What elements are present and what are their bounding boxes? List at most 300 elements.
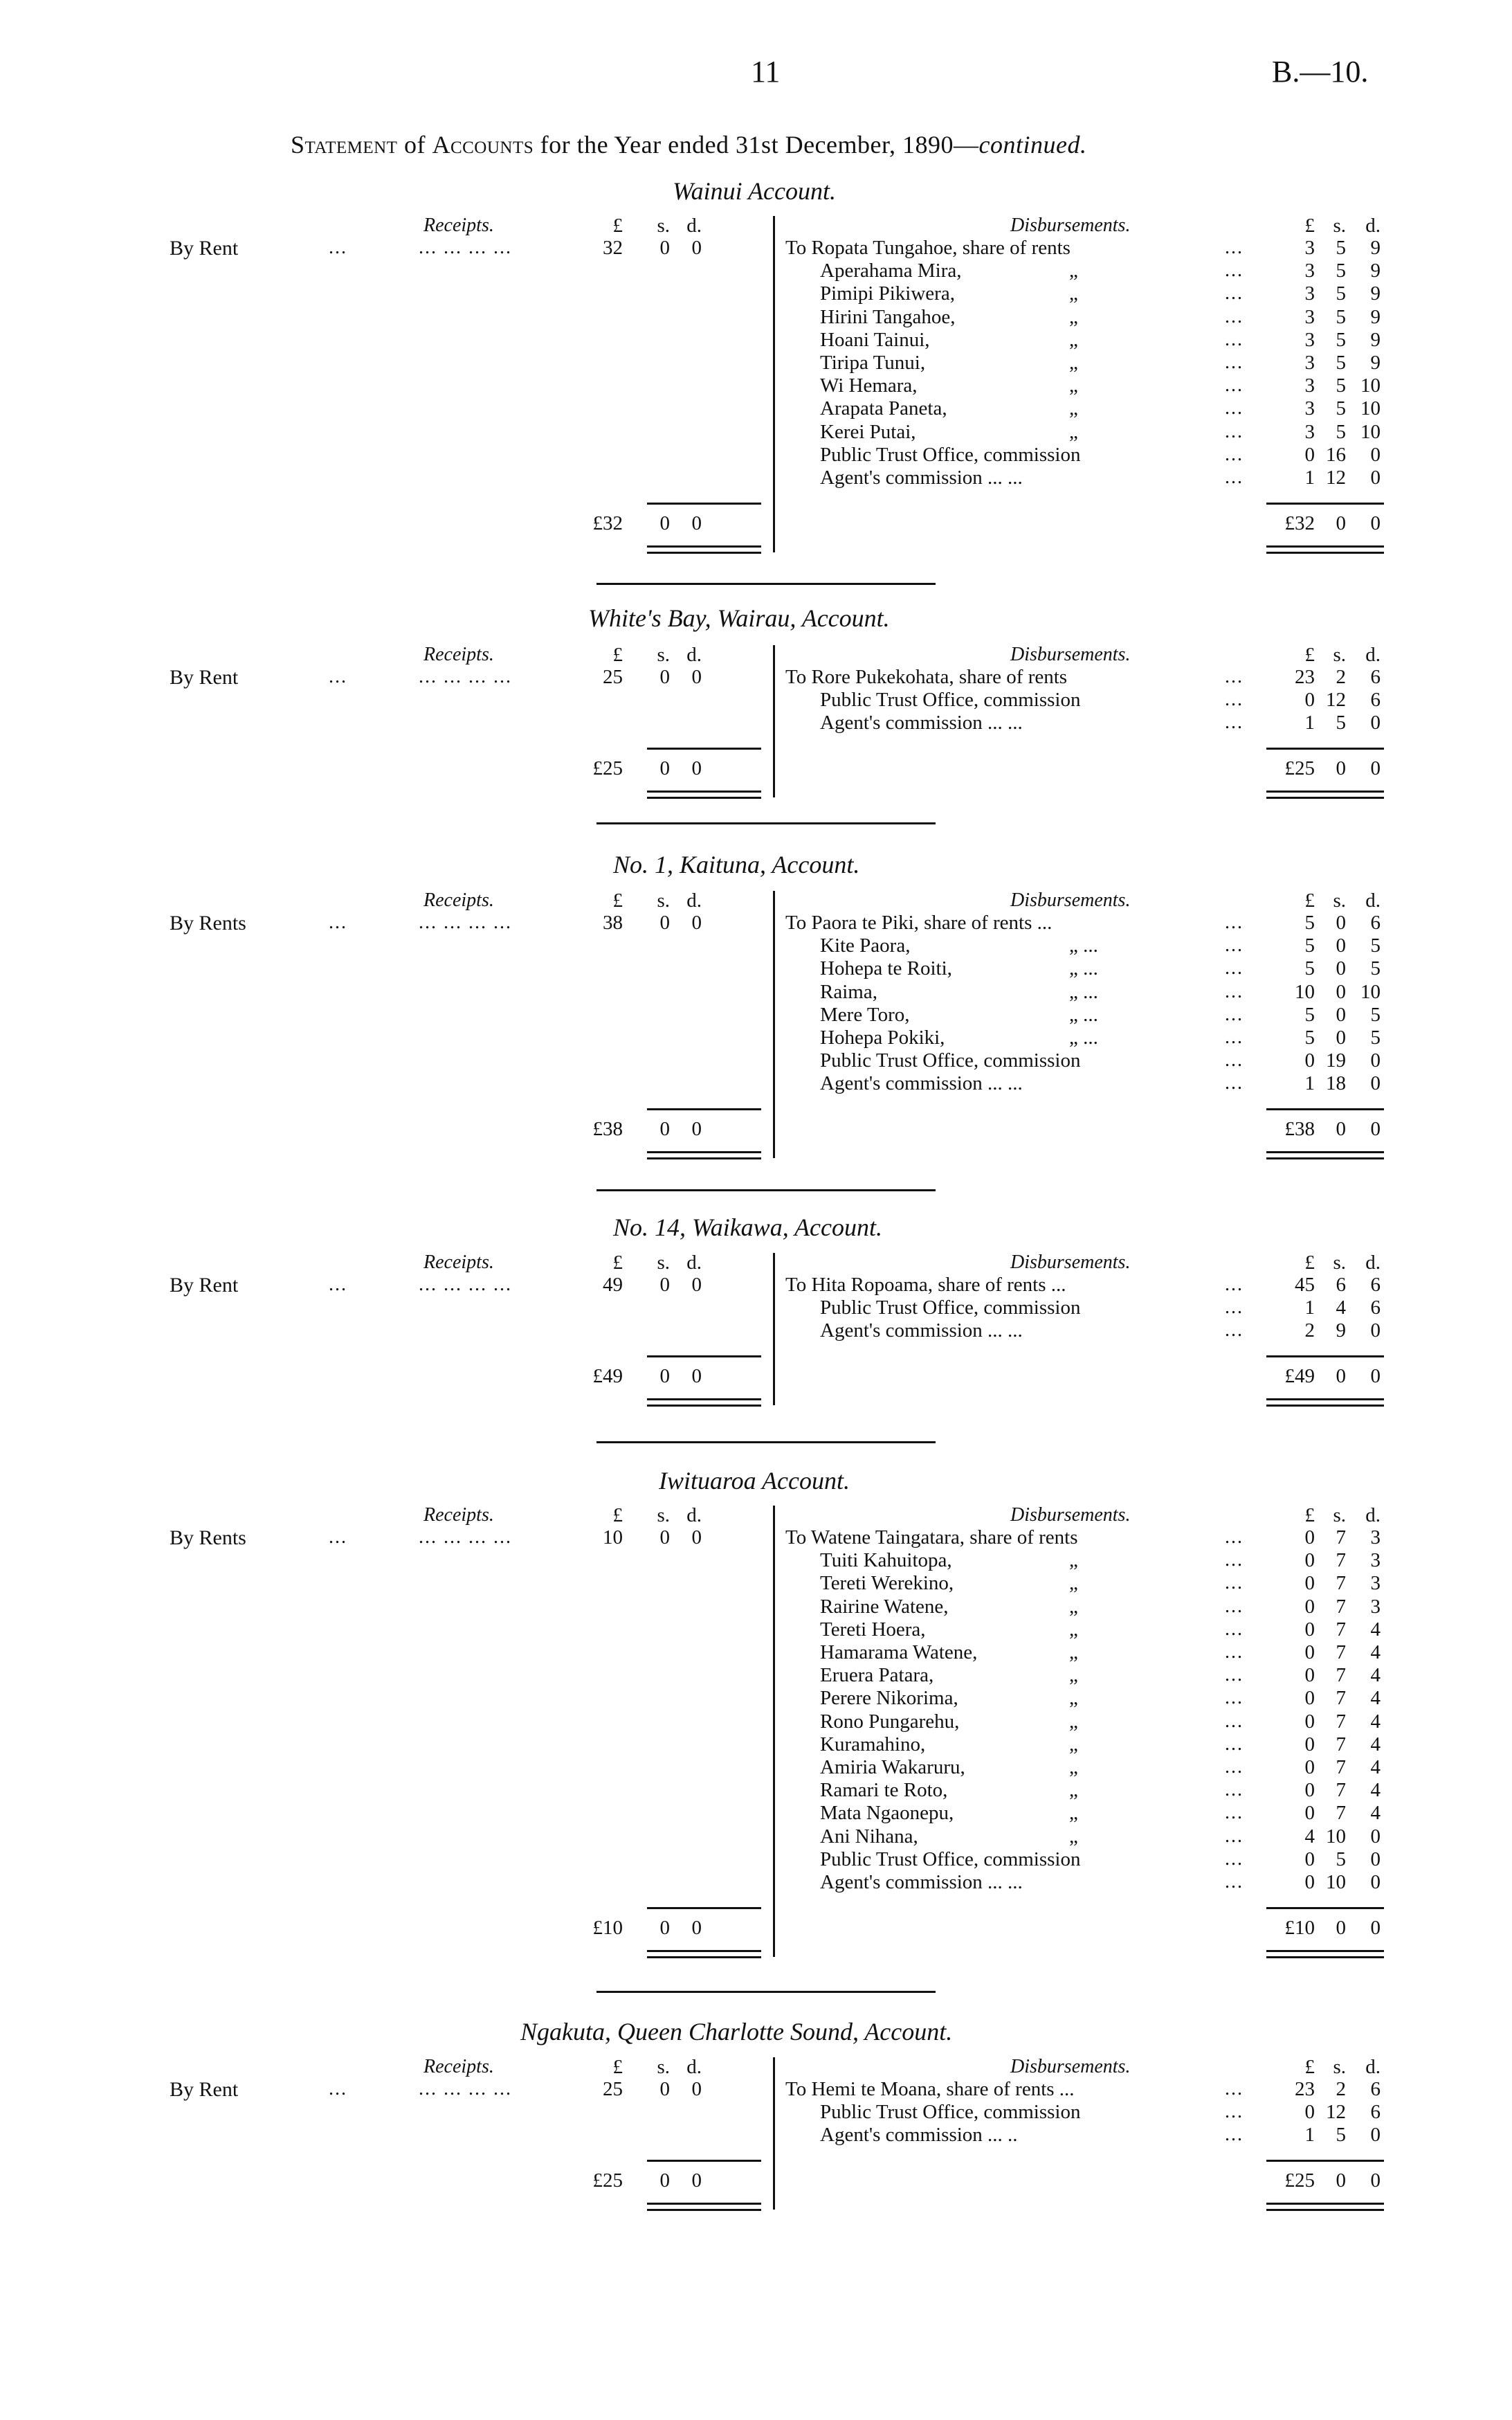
account-1-receipts-sum-rule xyxy=(647,503,761,505)
account-3-row-8-shillings: 18 xyxy=(1326,1072,1346,1095)
account-1-row-9-leader: ... xyxy=(1225,420,1244,442)
account-6-disbursements-total-pounds: £25 xyxy=(1284,2169,1315,2192)
account-6-title: Ngakuta, Queen Charlotte Sound, Account. xyxy=(520,2018,953,2046)
account-1-row-8-ditto: „ xyxy=(1069,397,1078,420)
account-5-row-13-shillings: 7 xyxy=(1336,1802,1346,1825)
account-4-receipt-shillings: 0 xyxy=(659,1274,670,1296)
title-statement-word: Statement xyxy=(291,131,398,159)
account-5-row-13-leader: ... xyxy=(1225,1802,1244,1824)
account-5-row-3-leader: ... xyxy=(1225,1572,1244,1594)
account-3-receipt-shillings: 0 xyxy=(659,912,670,934)
account-5-row-12-name: Ramari te Roto, xyxy=(820,1779,948,1802)
account-5-row-6-ditto: „ xyxy=(1069,1641,1078,1663)
account-3-row-3-ditto: „ ... xyxy=(1069,957,1098,980)
account-1-receipts-pence-heading: d. xyxy=(686,215,702,237)
account-5-receipt-shillings: 0 xyxy=(659,1526,670,1548)
account-5-row-2-shillings: 7 xyxy=(1336,1549,1346,1572)
account-3-receipts-pounds-heading: £ xyxy=(612,890,623,912)
account-1-disbursements-sum-rule xyxy=(1266,503,1384,505)
account-3-column-divider xyxy=(773,891,775,1158)
account-6-by-leader-short: ... xyxy=(329,2078,347,2100)
account-6-disbursements-double-rule-2 xyxy=(1266,2209,1384,2211)
account-5-row-2-ditto: „ xyxy=(1069,1549,1078,1572)
account-1-row-5-pence: 9 xyxy=(1370,328,1381,351)
account-5-row-1-leader: ... xyxy=(1225,1526,1244,1548)
account-1-row-8-name: Arapata Paneta, xyxy=(820,397,947,420)
account-3-row-7-name: Public Trust Office, commission xyxy=(820,1049,1081,1072)
account-3-row-3-shillings: 0 xyxy=(1336,957,1346,980)
account-5-row-3-pounds: 0 xyxy=(1304,1572,1315,1595)
account-1-row-6-leader: ... xyxy=(1225,352,1244,373)
account-5-row-14-leader: ... xyxy=(1225,1825,1244,1847)
account-4-receipts-shillings-heading: s. xyxy=(657,1252,670,1274)
account-5-receipt-pence: 0 xyxy=(691,1526,702,1548)
account-2-row-1-shillings: 2 xyxy=(1336,666,1346,688)
account-5-row-12-leader: ... xyxy=(1225,1779,1244,1801)
account-6-by-label: By Rent xyxy=(170,2078,239,2101)
section-separator-1 xyxy=(596,583,936,585)
account-5-disbursements-total-pence: 0 xyxy=(1370,1917,1381,1939)
account-5-row-5-shillings: 7 xyxy=(1336,1618,1346,1641)
account-1-receipts-total-shillings: 0 xyxy=(659,512,670,534)
account-1-row-1-shillings: 5 xyxy=(1336,237,1346,259)
account-5-row-14-name: Ani Nihana, xyxy=(820,1825,918,1848)
account-5-row-4-ditto: „ xyxy=(1069,1595,1078,1618)
account-5-disbursements-double-rule-1 xyxy=(1266,1950,1384,1952)
account-3-row-1-pence: 6 xyxy=(1370,912,1381,934)
account-3-row-2-ditto: „ ... xyxy=(1069,934,1098,957)
account-5-row-16-pounds: 0 xyxy=(1304,1871,1315,1893)
account-4-receipts-total-shillings: 0 xyxy=(659,1365,670,1388)
account-1-by-leader-short: ... xyxy=(329,237,347,258)
account-3-receipts-shillings-heading: s. xyxy=(657,890,670,912)
account-6-disbursements-total-pence: 0 xyxy=(1370,2169,1381,2192)
account-1-receipts-label: Receipts. xyxy=(423,215,494,236)
account-5-receipts-label: Receipts. xyxy=(423,1504,494,1526)
account-4-disbursements-pence-heading: d. xyxy=(1365,1252,1381,1274)
account-3-row-8-leader: ... xyxy=(1225,1072,1244,1094)
account-4-row-2-shillings: 4 xyxy=(1336,1297,1346,1319)
account-6-disbursements-total-shillings: 0 xyxy=(1336,2169,1346,2192)
account-2-receipts-total-pounds: £25 xyxy=(592,757,623,780)
account-5-row-14-pounds: 4 xyxy=(1304,1825,1315,1848)
account-5-receipts-double-rule-2 xyxy=(647,1956,761,1958)
account-6-receipts-total-pounds: £25 xyxy=(592,2169,623,2192)
account-3-row-2-name: Kite Paora, xyxy=(820,934,911,957)
account-4-row-1-shillings: 6 xyxy=(1336,1274,1346,1296)
account-2-receipts-double-rule-1 xyxy=(647,791,761,793)
account-5-column-divider xyxy=(773,1506,775,1957)
account-3-disbursements-total-pence: 0 xyxy=(1370,1118,1381,1141)
account-1-row-3-leader: ... xyxy=(1225,282,1244,305)
account-5-row-10-pence: 4 xyxy=(1370,1733,1381,1755)
account-4-disbursements-double-rule-1 xyxy=(1266,1398,1384,1400)
account-5-row-8-pounds: 0 xyxy=(1304,1687,1315,1710)
account-3-row-1-name: To Paora te Piki, share of rents ... xyxy=(785,912,1053,934)
account-4-receipts-label: Receipts. xyxy=(423,1252,494,1273)
account-1-disbursements-label: Disbursements. xyxy=(1010,215,1131,236)
account-5-row-9-ditto: „ xyxy=(1069,1710,1078,1733)
account-3-row-3-leader: ... xyxy=(1225,957,1244,979)
account-5-row-6-name: Hamarama Watene, xyxy=(820,1641,978,1663)
account-2-receipt-shillings: 0 xyxy=(659,666,670,688)
account-2-disbursements-pounds-heading: £ xyxy=(1304,644,1315,666)
account-4-title: No. 14, Waikawa, Account. xyxy=(613,1213,882,1241)
account-6-by-leader-long: ... ... ... ... xyxy=(419,2078,512,2100)
account-5-disbursements-total-pounds: £10 xyxy=(1284,1917,1315,1939)
account-3-row-4-name: Raima, xyxy=(820,980,877,1003)
account-1-receipt-pence: 0 xyxy=(691,237,702,259)
account-1-row-5-name: Hoani Tainui, xyxy=(820,328,930,351)
account-3-row-5-leader: ... xyxy=(1225,1003,1244,1025)
section-separator-3 xyxy=(596,1189,936,1191)
title-accounts-word: Accounts xyxy=(432,131,534,159)
account-2-disbursements-double-rule-1 xyxy=(1266,791,1384,793)
account-6-receipts-total-pence: 0 xyxy=(691,2169,702,2192)
account-6-disbursements-sum-rule xyxy=(1266,2160,1384,2162)
account-1-row-10-pounds: 0 xyxy=(1304,443,1315,466)
account-4-row-2-leader: ... xyxy=(1225,1297,1244,1319)
account-6-receipts-double-rule-1 xyxy=(647,2203,761,2205)
account-3-row-3-pounds: 5 xyxy=(1304,957,1315,980)
account-5-row-9-pounds: 0 xyxy=(1304,1710,1315,1733)
account-3-row-1-pounds: 5 xyxy=(1304,912,1315,934)
account-3-by-leader-short: ... xyxy=(329,912,347,933)
account-1-row-11-shillings: 12 xyxy=(1326,467,1346,489)
account-5-row-6-shillings: 7 xyxy=(1336,1641,1346,1663)
account-1-row-11-leader: ... xyxy=(1225,467,1244,488)
account-1-row-5-shillings: 5 xyxy=(1336,328,1346,351)
account-5-row-14-ditto: „ xyxy=(1069,1825,1078,1848)
account-5-row-12-shillings: 7 xyxy=(1336,1779,1346,1802)
account-4-row-1-leader: ... xyxy=(1225,1274,1244,1295)
account-2-disbursements-total-shillings: 0 xyxy=(1336,757,1346,780)
account-5-row-15-name: Public Trust Office, commission xyxy=(820,1848,1081,1870)
account-2-receipts-double-rule-2 xyxy=(647,797,761,799)
account-3-disbursements-shillings-heading: s. xyxy=(1333,890,1346,912)
account-2-row-2-leader: ... xyxy=(1225,689,1244,711)
account-6-receipt-shillings: 0 xyxy=(659,2078,670,2100)
account-1-row-7-shillings: 5 xyxy=(1336,374,1346,397)
account-5-row-7-name: Eruera Patara, xyxy=(820,1664,934,1687)
account-5-row-4-name: Rairine Watene, xyxy=(820,1595,949,1618)
account-3-row-8-name: Agent's commission ... ... xyxy=(820,1072,1023,1095)
account-4-receipts-double-rule-1 xyxy=(647,1398,761,1400)
account-6-receipts-label: Receipts. xyxy=(423,2056,494,2077)
account-6-receipts-pounds-heading: £ xyxy=(612,2056,623,2078)
account-1-row-5-ditto: „ xyxy=(1069,328,1078,351)
account-5-row-6-pounds: 0 xyxy=(1304,1641,1315,1663)
account-4-disbursements-label: Disbursements. xyxy=(1010,1252,1131,1273)
account-3-row-5-pence: 5 xyxy=(1370,1003,1381,1026)
account-4-disbursements-total-pence: 0 xyxy=(1370,1365,1381,1388)
account-2-row-2-pence: 6 xyxy=(1370,689,1381,712)
account-2-row-3-name: Agent's commission ... ... xyxy=(820,712,1023,734)
account-5-row-3-pence: 3 xyxy=(1370,1572,1381,1595)
account-6-receipt-pence: 0 xyxy=(691,2078,702,2100)
account-1-row-4-shillings: 5 xyxy=(1336,305,1346,328)
account-2-title: White's Bay, Wairau, Account. xyxy=(588,604,890,632)
account-6-row-3-pence: 0 xyxy=(1370,2124,1381,2147)
account-1-row-10-pence: 0 xyxy=(1370,443,1381,466)
account-5-row-7-ditto: „ xyxy=(1069,1664,1078,1687)
account-6-row-2-name: Public Trust Office, commission xyxy=(820,2101,1081,2124)
account-6-receipts-total-shillings: 0 xyxy=(659,2169,670,2192)
account-1-receipt-pounds: 32 xyxy=(603,237,623,259)
account-3-row-2-shillings: 0 xyxy=(1336,934,1346,957)
account-1-row-9-shillings: 5 xyxy=(1336,420,1346,443)
account-3-receipts-double-rule-1 xyxy=(647,1151,761,1153)
account-5-row-9-leader: ... xyxy=(1225,1710,1244,1732)
account-1-row-11-pence: 0 xyxy=(1370,467,1381,489)
account-3-row-1-leader: ... xyxy=(1225,912,1244,933)
account-6-disbursements-pounds-heading: £ xyxy=(1304,2056,1315,2078)
account-3-by-label: By Rents xyxy=(170,912,246,934)
account-5-row-7-leader: ... xyxy=(1225,1664,1244,1686)
account-4-column-divider xyxy=(773,1253,775,1405)
account-6-row-2-shillings: 12 xyxy=(1326,2101,1346,2124)
account-5-receipts-shillings-heading: s. xyxy=(657,1504,670,1526)
account-1-row-2-name: Aperahama Mira, xyxy=(820,260,962,282)
account-1-row-6-ditto: „ xyxy=(1069,352,1078,374)
account-6-row-1-pounds: 23 xyxy=(1295,2078,1315,2100)
account-1-disbursements-double-rule-1 xyxy=(1266,545,1384,548)
account-1-receipts-total-pence: 0 xyxy=(691,512,702,534)
account-1-row-7-ditto: „ xyxy=(1069,374,1078,397)
account-3-disbursements-total-pounds: £38 xyxy=(1284,1118,1315,1141)
account-3-row-4-pence: 10 xyxy=(1360,980,1381,1003)
account-1-disbursements-total-pence: 0 xyxy=(1370,512,1381,534)
account-4-by-leader-short: ... xyxy=(329,1274,347,1295)
account-1-row-9-pence: 10 xyxy=(1360,420,1381,443)
account-3-row-4-ditto: „ ... xyxy=(1069,980,1098,1003)
account-3-row-6-pence: 5 xyxy=(1370,1027,1381,1049)
account-5-row-1-pence: 3 xyxy=(1370,1526,1381,1548)
account-1-row-7-pounds: 3 xyxy=(1304,374,1315,397)
account-4-receipts-sum-rule xyxy=(647,1355,761,1357)
account-4-by-label: By Rent xyxy=(170,1274,239,1297)
account-4-row-2-pence: 6 xyxy=(1370,1297,1381,1319)
account-5-row-1-shillings: 7 xyxy=(1336,1526,1346,1548)
account-5-row-5-ditto: „ xyxy=(1069,1618,1078,1641)
account-1-row-2-leader: ... xyxy=(1225,260,1244,282)
account-5-row-2-name: Tuiti Kahuitopa, xyxy=(820,1549,952,1572)
account-2-row-2-pounds: 0 xyxy=(1304,689,1315,712)
account-1-row-9-pounds: 3 xyxy=(1304,420,1315,443)
account-2-disbursements-sum-rule xyxy=(1266,748,1384,750)
account-5-row-5-name: Tereti Hoera, xyxy=(820,1618,926,1641)
account-1-row-1-pounds: 3 xyxy=(1304,237,1315,259)
account-5-row-11-shillings: 7 xyxy=(1336,1756,1346,1778)
account-4-disbursements-total-pounds: £49 xyxy=(1284,1365,1315,1388)
account-6-row-1-name: To Hemi te Moana, share of rents ... xyxy=(785,2078,1075,2100)
account-5-row-12-pounds: 0 xyxy=(1304,1779,1315,1802)
account-5-disbursements-pounds-heading: £ xyxy=(1304,1504,1315,1526)
account-5-receipts-total-pence: 0 xyxy=(691,1917,702,1939)
account-6-row-2-pounds: 0 xyxy=(1304,2101,1315,2124)
account-3-receipts-pence-heading: d. xyxy=(686,890,702,912)
account-6-receipts-sum-rule xyxy=(647,2160,761,2162)
account-4-row-3-leader: ... xyxy=(1225,1319,1244,1342)
title-continued: continued. xyxy=(978,131,1087,159)
account-2-row-1-pounds: 23 xyxy=(1295,666,1315,688)
account-5-row-11-pounds: 0 xyxy=(1304,1756,1315,1778)
account-6-row-3-leader: ... xyxy=(1225,2124,1244,2146)
account-3-row-7-shillings: 19 xyxy=(1326,1049,1346,1072)
account-5-disbursements-label: Disbursements. xyxy=(1010,1504,1131,1526)
account-4-row-1-pence: 6 xyxy=(1370,1274,1381,1296)
title-of-word: of xyxy=(403,131,426,159)
account-1-disbursements-pence-heading: d. xyxy=(1365,215,1381,237)
account-4-receipts-double-rule-2 xyxy=(647,1405,761,1407)
account-1-row-6-name: Tiripa Tunui, xyxy=(820,352,926,374)
account-1-row-6-shillings: 5 xyxy=(1336,352,1346,374)
account-5-row-16-name: Agent's commission ... ... xyxy=(820,1871,1023,1893)
account-5-row-5-pence: 4 xyxy=(1370,1618,1381,1641)
account-2-row-3-pounds: 1 xyxy=(1304,712,1315,734)
account-1-row-11-pounds: 1 xyxy=(1304,467,1315,489)
account-3-row-5-shillings: 0 xyxy=(1336,1003,1346,1026)
account-1-row-4-leader: ... xyxy=(1225,305,1244,327)
account-3-row-7-pence: 0 xyxy=(1370,1049,1381,1072)
account-2-by-leader-long: ... ... ... ... xyxy=(419,666,512,687)
account-5-row-14-shillings: 10 xyxy=(1326,1825,1346,1848)
account-3-receipts-total-pence: 0 xyxy=(691,1118,702,1141)
account-2-receipts-pence-heading: d. xyxy=(686,644,702,666)
account-5-row-8-leader: ... xyxy=(1225,1687,1244,1709)
account-5-title: Iwituaroa Account. xyxy=(659,1467,850,1495)
account-1-row-3-name: Pimipi Pikiwera, xyxy=(820,282,955,305)
account-5-row-11-pence: 4 xyxy=(1370,1756,1381,1778)
account-1-receipts-shillings-heading: s. xyxy=(657,215,670,237)
account-5-row-13-ditto: „ xyxy=(1069,1802,1078,1825)
account-6-receipts-double-rule-2 xyxy=(647,2209,761,2211)
account-1-row-11-name: Agent's commission ... ... xyxy=(820,467,1023,489)
account-4-row-3-name: Agent's commission ... ... xyxy=(820,1319,1023,1342)
account-3-row-3-name: Hohepa te Roiti, xyxy=(820,957,952,980)
account-5-by-leader-long: ... ... ... ... xyxy=(419,1526,512,1548)
account-2-receipts-total-shillings: 0 xyxy=(659,757,670,780)
account-6-row-3-shillings: 5 xyxy=(1336,2124,1346,2147)
account-1-row-6-pence: 9 xyxy=(1370,352,1381,374)
account-5-receipts-pounds-heading: £ xyxy=(612,1504,623,1526)
account-6-disbursements-pence-heading: d. xyxy=(1365,2056,1381,2078)
account-5-row-8-shillings: 7 xyxy=(1336,1687,1346,1710)
account-1-row-3-shillings: 5 xyxy=(1336,282,1346,305)
account-5-row-12-pence: 4 xyxy=(1370,1779,1381,1802)
account-3-row-8-pounds: 1 xyxy=(1304,1072,1315,1095)
section-separator-2 xyxy=(596,822,936,824)
account-5-row-4-shillings: 7 xyxy=(1336,1595,1346,1618)
account-4-row-3-shillings: 9 xyxy=(1336,1319,1346,1342)
account-3-row-1-shillings: 0 xyxy=(1336,912,1346,934)
account-4-receipts-pence-heading: d. xyxy=(686,1252,702,1274)
account-1-row-4-pounds: 3 xyxy=(1304,305,1315,328)
account-1-row-8-leader: ... xyxy=(1225,397,1244,419)
account-6-disbursements-shillings-heading: s. xyxy=(1333,2056,1346,2078)
account-2-by-leader-short: ... xyxy=(329,666,347,687)
account-2-row-3-shillings: 5 xyxy=(1336,712,1346,734)
account-3-disbursements-label: Disbursements. xyxy=(1010,890,1131,911)
account-2-row-3-pence: 0 xyxy=(1370,712,1381,734)
account-3-title: No. 1, Kaituna, Account. xyxy=(613,851,860,878)
account-2-row-2-shillings: 12 xyxy=(1326,689,1346,712)
account-3-row-6-shillings: 0 xyxy=(1336,1027,1346,1049)
account-1-row-10-leader: ... xyxy=(1225,443,1244,465)
account-5-row-4-pence: 3 xyxy=(1370,1595,1381,1618)
account-5-receipts-total-shillings: 0 xyxy=(659,1917,670,1939)
account-5-row-14-pence: 0 xyxy=(1370,1825,1381,1848)
account-6-row-3-pounds: 1 xyxy=(1304,2124,1315,2147)
section-separator-4 xyxy=(596,1441,936,1443)
account-1-row-7-pence: 10 xyxy=(1360,374,1381,397)
account-1-row-5-pounds: 3 xyxy=(1304,328,1315,351)
account-3-receipts-sum-rule xyxy=(647,1108,761,1110)
account-1-row-8-pence: 10 xyxy=(1360,397,1381,420)
account-4-row-3-pence: 0 xyxy=(1370,1319,1381,1342)
account-6-row-2-leader: ... xyxy=(1225,2101,1244,2123)
account-5-row-16-pence: 0 xyxy=(1370,1871,1381,1893)
account-1-row-4-ditto: „ xyxy=(1069,305,1078,328)
account-5-disbursements-shillings-heading: s. xyxy=(1333,1504,1346,1526)
account-5-row-3-ditto: „ xyxy=(1069,1572,1078,1595)
account-2-row-2-name: Public Trust Office, commission xyxy=(820,689,1081,712)
account-3-row-6-pounds: 5 xyxy=(1304,1027,1315,1049)
account-1-row-5-leader: ... xyxy=(1225,328,1244,350)
account-3-row-2-pence: 5 xyxy=(1370,934,1381,957)
account-1-row-4-name: Hirini Tangahoe, xyxy=(820,305,956,328)
account-5-row-6-leader: ... xyxy=(1225,1641,1244,1663)
account-5-row-7-pounds: 0 xyxy=(1304,1664,1315,1687)
account-1-row-3-pounds: 3 xyxy=(1304,282,1315,305)
account-5-row-3-name: Tereti Werekino, xyxy=(820,1572,954,1595)
account-3-row-5-pounds: 5 xyxy=(1304,1003,1315,1026)
account-5-row-9-pence: 4 xyxy=(1370,1710,1381,1733)
account-5-row-4-leader: ... xyxy=(1225,1595,1244,1617)
account-6-row-3-name: Agent's commission ... .. xyxy=(820,2124,1018,2147)
account-4-disbursements-double-rule-2 xyxy=(1266,1405,1384,1407)
account-3-row-5-ditto: „ ... xyxy=(1069,1003,1098,1026)
account-4-receipts-total-pounds: £49 xyxy=(592,1365,623,1388)
account-1-disbursements-shillings-heading: s. xyxy=(1333,215,1346,237)
account-1-row-1-name: To Ropata Tungahoe, share of rents xyxy=(785,237,1071,259)
account-5-disbursements-total-shillings: 0 xyxy=(1336,1917,1346,1939)
section-separator-5 xyxy=(596,1991,936,1993)
account-5-row-1-pounds: 0 xyxy=(1304,1526,1315,1548)
account-1-row-10-name: Public Trust Office, commission xyxy=(820,443,1081,466)
account-6-row-1-leader: ... xyxy=(1225,2078,1244,2100)
account-5-disbursements-sum-rule xyxy=(1266,1907,1384,1909)
account-1-disbursements-total-shillings: 0 xyxy=(1336,512,1346,534)
account-2-column-divider xyxy=(773,645,775,797)
account-5-row-16-shillings: 10 xyxy=(1326,1871,1346,1893)
account-6-column-divider xyxy=(773,2057,775,2210)
account-5-row-7-shillings: 7 xyxy=(1336,1664,1346,1687)
account-5-disbursements-double-rule-2 xyxy=(1266,1956,1384,1958)
account-5-receipt-pounds: 10 xyxy=(603,1526,623,1548)
account-6-receipts-shillings-heading: s. xyxy=(657,2056,670,2078)
account-5-row-10-ditto: „ xyxy=(1069,1733,1078,1755)
account-1-row-10-shillings: 16 xyxy=(1326,443,1346,466)
account-3-receipts-double-rule-2 xyxy=(647,1157,761,1159)
account-3-row-4-pounds: 10 xyxy=(1295,980,1315,1003)
account-6-disbursements-label: Disbursements. xyxy=(1010,2056,1131,2077)
account-6-row-1-shillings: 2 xyxy=(1336,2078,1346,2100)
account-4-disbursements-total-shillings: 0 xyxy=(1336,1365,1346,1388)
account-5-receipts-total-pounds: £10 xyxy=(592,1917,623,1939)
account-1-by-label: By Rent xyxy=(170,237,239,260)
account-3-row-2-leader: ... xyxy=(1225,934,1244,957)
